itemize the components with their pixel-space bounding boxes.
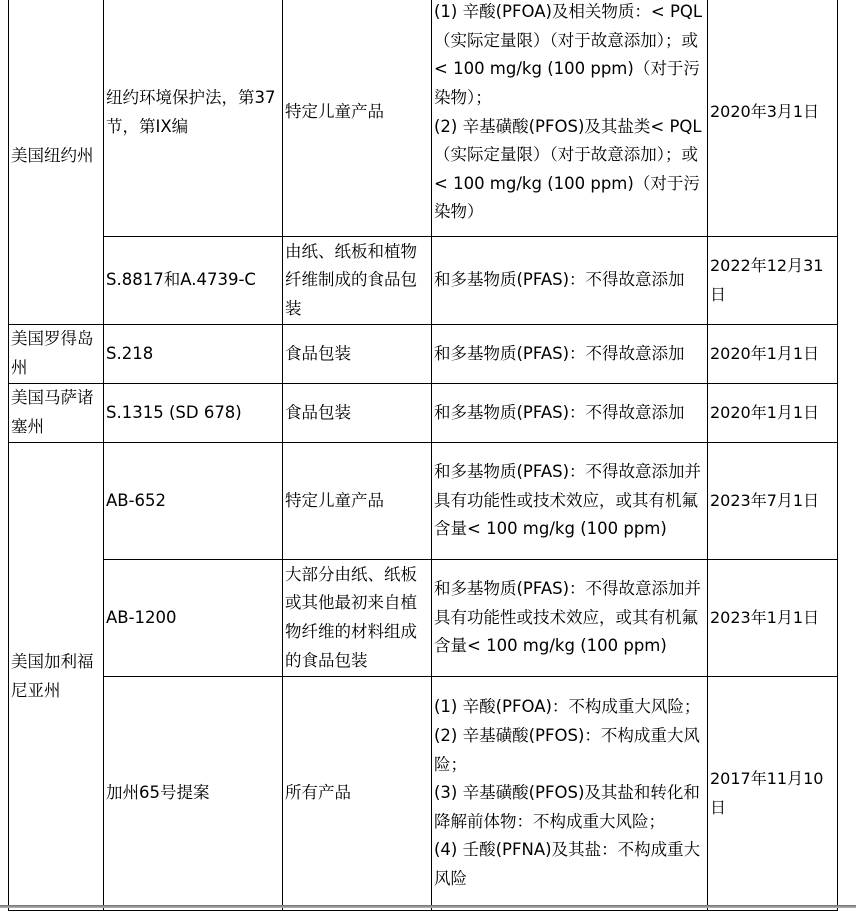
- law-cell: AB-652: [104, 443, 283, 560]
- region-cell-california: 美国加利福尼亚州: [9, 443, 104, 911]
- law-cell: 加州65号提案: [104, 677, 283, 911]
- law-cell: S.8817和A.4739-C: [104, 237, 283, 325]
- table-row: [9, 443, 838, 560]
- table-row: [9, 384, 838, 443]
- limit-line: (3) 辛基磺酸(PFOS)及其盐和转化和降解前体物：不构成重大风险；: [434, 783, 700, 831]
- scope-cell: 特定儿童产品: [283, 443, 432, 560]
- scope-cell: 食品包装: [283, 384, 432, 443]
- law-cell: 纽约环境保护法，第37节，第IX编: [104, 0, 283, 237]
- limit-cell: [432, 0, 708, 237]
- scope-cell: 所有产品: [283, 677, 432, 911]
- limit-line: (1) 辛酸(PFOA)：不构成重大风险；: [434, 697, 701, 717]
- region-cell-new-york: 美国纽约州: [9, 0, 104, 325]
- law-cell: S.1315 (SD 678): [104, 384, 283, 443]
- limit-line: (4) 壬酸(PFNA)及其盐：不构成重大风险: [434, 840, 701, 888]
- date-cell: 2023年1月1日: [708, 560, 838, 677]
- scope-cell: 特定儿童产品: [283, 0, 432, 237]
- scope-cell: 由纸、纸板和植物纤维制成的食品包装: [283, 237, 432, 325]
- region-cell: 美国马萨诸塞州: [9, 384, 104, 443]
- limit-line: (2) 辛基磺酸(PFOS)：不构成重大风险；: [434, 726, 700, 774]
- table-row: [9, 0, 838, 237]
- scope-cell: 食品包装: [283, 325, 432, 384]
- table-row: [9, 325, 838, 384]
- limit-cell: 和多基物质(PFAS)：不得故意添加: [432, 325, 708, 384]
- limit-cell: [432, 677, 708, 911]
- law-cell: S.218: [104, 325, 283, 384]
- limit-cell: 和多基物质(PFAS)：不得故意添加并具有功能性或技术效应，或其有机氟含量< 100 mg/kg (100 ppm): [432, 560, 708, 677]
- law-cell: AB-1200: [104, 560, 283, 677]
- date-cell: 2017年11月10日: [708, 677, 838, 911]
- regulation-table: [8, 0, 838, 911]
- table-row: [9, 560, 838, 677]
- scope-cell: 大部分由纸、纸板或其他最初来自植物纤维的材料组成的食品包装: [283, 560, 432, 677]
- date-cell: 2022年12月31日: [708, 237, 838, 325]
- date-cell: 2020年1月1日: [708, 325, 838, 384]
- limit-line: (1) 辛酸(PFOA)及相关物质：< PQL（实际定量限）（对于故意添加）；或 < 100 mg/kg (100 ppm)（对于污染物）；: [434, 2, 703, 107]
- date-cell: 2023年7月1日: [708, 443, 838, 560]
- date-cell: 2020年1月1日: [708, 384, 838, 443]
- limit-line: (2) 辛基磺酸(PFOS)及其盐类< PQL（实际定量限）（对于故意添加）；或< 100 mg/kg (100 ppm)（对于污染物）: [434, 116, 702, 222]
- limit-cell: 和多基物质(PFAS)：不得故意添加: [432, 384, 708, 443]
- limit-cell: 和多基物质(PFAS)：不得故意添加并具有功能性或技术效应，或其有机氟含量< 100 mg/kg (100 ppm): [432, 443, 708, 560]
- limit-cell: 和多基物质(PFAS)：不得故意添加: [432, 237, 708, 325]
- date-cell: 2020年3月1日: [708, 0, 838, 237]
- table-row: [9, 677, 838, 911]
- table-row: [9, 237, 838, 325]
- region-cell: 美国罗得岛州: [9, 325, 104, 384]
